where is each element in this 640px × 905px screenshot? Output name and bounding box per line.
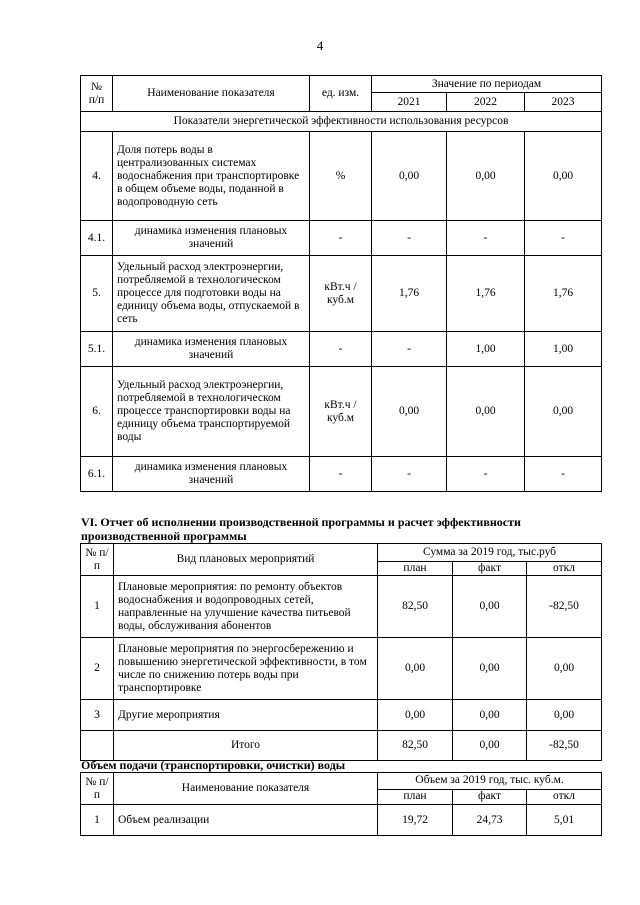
total-num-empty	[81, 731, 114, 761]
row-name: Объем реализации	[114, 805, 378, 836]
row-value: 0,00	[447, 367, 525, 457]
table-row	[81, 221, 602, 256]
header-year: 2021	[372, 93, 447, 112]
row-plan: 0,00	[378, 700, 453, 731]
header-year: 2022	[447, 93, 525, 112]
header-num: № п/п	[81, 773, 114, 805]
header-sum: Сумма за 2019 год, тыс.руб	[378, 544, 602, 562]
row-otkl: -82,50	[527, 576, 602, 638]
row-otkl: 0,00	[527, 700, 602, 731]
total-fact: 0,00	[453, 731, 527, 761]
page-number: 4	[316, 38, 324, 53]
table-row	[81, 638, 602, 700]
table-row	[81, 457, 602, 492]
row-value: 0,00	[525, 367, 602, 457]
table-row	[81, 700, 602, 731]
row-fact: 24,73	[453, 805, 527, 836]
row-plan: 82,50	[378, 576, 453, 638]
row-otkl: 0,00	[527, 638, 602, 700]
row-name: Плановые мероприятия по энергосбережению и повышению энергетической эффективности, в том числе по снижению потерь воды при транспортировке	[114, 638, 378, 700]
row-unit: -	[310, 221, 372, 256]
row-unit: кВт.ч / куб.м	[310, 367, 372, 457]
header-num: № п/п	[81, 544, 114, 576]
row-name: Удельный расход электроэнергии, потребляемой в технологическом процессе для подготовки воды на единицу объема воды, отпускаемой в сеть	[113, 256, 310, 332]
total-row	[81, 731, 602, 761]
row-name: динамика изменения плановых значений	[113, 332, 310, 367]
row-num: 2	[81, 638, 114, 700]
row-value: -	[447, 457, 525, 492]
table-row	[81, 367, 602, 457]
row-num: 1	[81, 576, 114, 638]
row-name: динамика изменения плановых значений	[113, 457, 310, 492]
row-name: Плановые мероприятия: по ремонту объектов водоснабжения и водопроводных сетей, направленные на улучшение качества питьевой воды, обслуживания абонентов	[114, 576, 378, 638]
row-unit: %	[310, 132, 372, 221]
row-value: 1,76	[525, 256, 602, 332]
row-unit: -	[310, 332, 372, 367]
header-name: Наименование показателя	[114, 773, 378, 805]
total-label: Итого	[114, 731, 378, 761]
row-value: -	[372, 332, 447, 367]
header-plan: план	[378, 561, 453, 575]
row-unit: -	[310, 457, 372, 492]
row-num: 5.1.	[81, 332, 113, 367]
row-fact: 0,00	[453, 638, 527, 700]
row-name: динамика изменения плановых значений	[113, 221, 310, 256]
header-unit: ед. изм.	[310, 76, 372, 112]
energy-efficiency-table	[80, 75, 602, 492]
row-name: Удельный расход электроэнергии, потребляемой в технологическом процессе транспортировки воды на единицу объема транспортируемой воды	[113, 367, 310, 457]
row-num: 4.	[81, 132, 113, 221]
table-row	[81, 805, 602, 836]
row-num: 6.	[81, 367, 113, 457]
row-plan: 19,72	[378, 805, 453, 836]
row-value: 1,00	[447, 332, 525, 367]
header-fact: факт	[453, 561, 527, 575]
header-year: 2023	[525, 93, 602, 112]
section-heading-vi: VI. Отчет об исполнении производственной программы и расчет эффективности производственной программы	[81, 515, 521, 543]
row-fact: 0,00	[453, 700, 527, 731]
row-num: 4.1.	[81, 221, 113, 256]
row-value: -	[447, 221, 525, 256]
row-value: 0,00	[525, 132, 602, 221]
header-otkl: откл	[527, 561, 602, 575]
header-volume: Объем за 2019 год, тыс. куб.м.	[378, 773, 602, 790]
row-value: -	[372, 457, 447, 492]
table-row	[81, 256, 602, 332]
row-plan: 0,00	[378, 638, 453, 700]
row-name: Другие мероприятия	[114, 700, 378, 731]
row-value: 0,00	[372, 367, 447, 457]
header-num: № п/п	[81, 76, 113, 112]
header-fact: факт	[453, 789, 527, 804]
row-value: 0,00	[372, 132, 447, 221]
row-name: Доля потерь воды в централизованных системах водоснабжения при транспортировке в общем объеме воды, поданной в водопроводную сеть	[113, 132, 310, 221]
row-value: 0,00	[447, 132, 525, 221]
row-unit: кВт.ч / куб.м	[310, 256, 372, 332]
total-plan: 82,50	[378, 731, 453, 761]
header-name: Наименование показателя	[113, 76, 310, 112]
row-value: -	[372, 221, 447, 256]
row-num: 6.1.	[81, 457, 113, 492]
table-row	[81, 132, 602, 221]
row-value: -	[525, 221, 602, 256]
row-value: 1,76	[447, 256, 525, 332]
row-num: 3	[81, 700, 114, 731]
row-fact: 0,00	[453, 576, 527, 638]
row-value: -	[525, 457, 602, 492]
header-name: Вид плановых мероприятий	[114, 544, 378, 576]
row-num: 1	[81, 805, 114, 836]
header-otkl: откл	[527, 789, 602, 804]
section-heading-volume: Объем подачи (транспортировки, очистки) воды	[81, 758, 346, 772]
section-title: Показатели энергетической эффективности использования ресурсов	[81, 112, 602, 132]
table-row	[81, 332, 602, 367]
row-otkl: 5,01	[527, 805, 602, 836]
row-num: 5.	[81, 256, 113, 332]
header-plan: план	[378, 789, 453, 804]
water-volume-table	[80, 772, 602, 836]
row-value: 1,00	[525, 332, 602, 367]
program-report-table	[80, 543, 602, 761]
table-row	[81, 576, 602, 638]
total-otkl: -82,50	[527, 731, 602, 761]
header-periods: Значение по периодам	[372, 76, 602, 93]
row-value: 1,76	[372, 256, 447, 332]
